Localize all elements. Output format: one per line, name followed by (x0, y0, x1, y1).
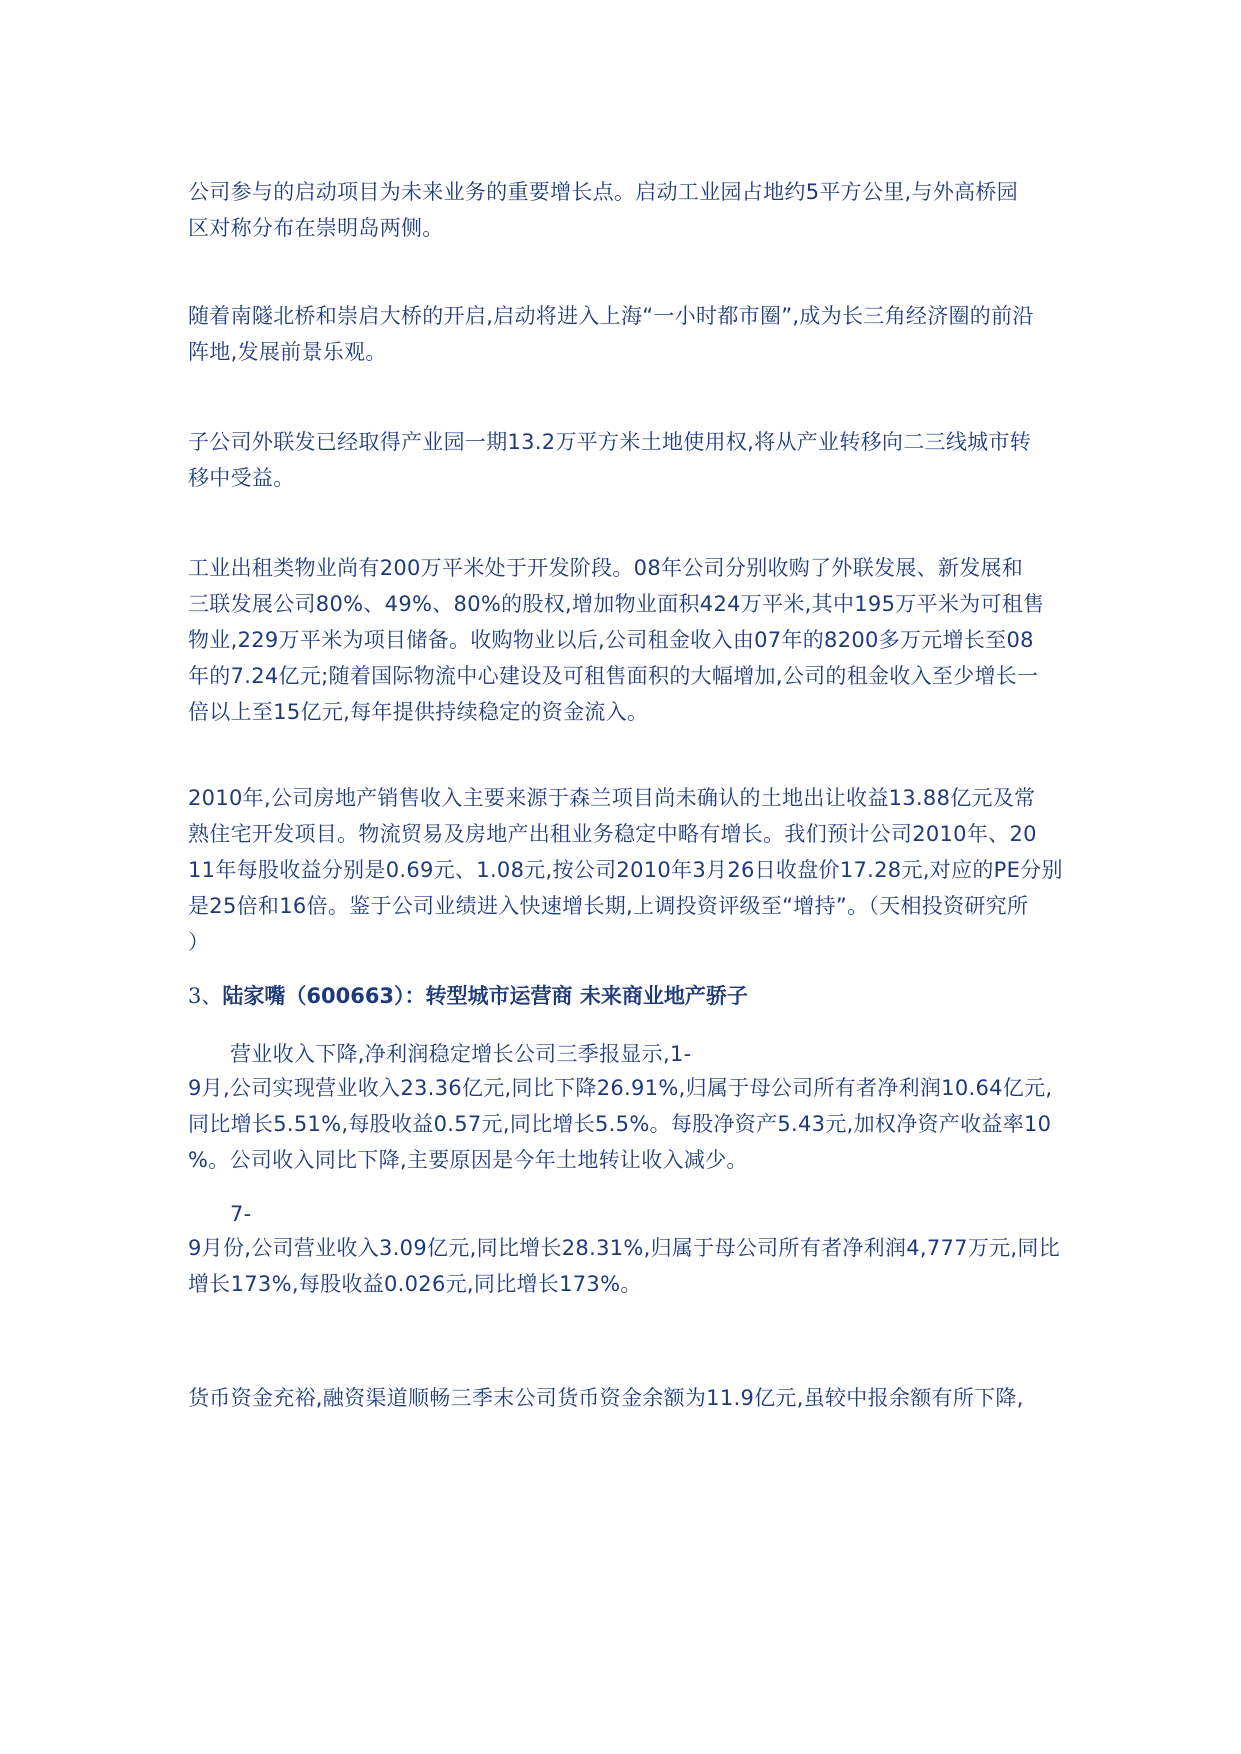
paragraph-subsidiary-land: 子公司外联发已经取得产业园一期13.2万平方米土地使用权,将从产业转移向二三线城市转 移中受益。 (188, 430, 1032, 490)
paragraph-cash-funds: 货币资金充裕,融资渠道顺畅三季末公司货币资金余额为11.9亿元,虽较中报余额有所下降, (188, 1386, 1024, 1410)
section-number: 3、 (188, 984, 223, 1008)
paragraph-industrial-rental: 工业出租类物业尚有200万平米处于开发阶段。08年公司分别收购了外联发展、新发展和 三联发展公司80%、49%、80%的股权,增加物业面积424万平米,其中195万平米为可租售 物业,229万平米为项目储备。收购物业以后,公司租金收入由07年的8200多万元增长至08 年的7.24亿元;随着国际物流中心建设及可租售面积的大幅增加,公司的租金收入至少增长一 倍以上至15亿元,每年提供持续稳定的资金流入。 (188, 556, 1045, 724)
section-title: 陆家嘴（600663）：转型城市运营商 未来商业地产骄子 (222, 984, 748, 1008)
paragraph-q3-first-line: 7- (230, 1202, 252, 1226)
paragraph-2010-forecast: 2010年,公司房地产销售收入主要来源于森兰项目尚未确认的土地出让收益13.88亿元及常 熟住宅开发项目。物流贸易及房地产出租业务稳定中略有增长。我们预计公司2010年、20 11年每股收益分别是0.69元、1.08元,按公司2010年3月26日收盘价17.28元,对应的PE分别 是25倍和16倍。鉴于公司业绩进入快速增长期,上调投资评级至“增持”。（天相投资研究所 ） (188, 786, 1063, 954)
paragraph-q3-results: 9月份,公司营业收入3.09亿元,同比增长28.31%,归属于母公司所有者净利润4,777万元,同比 增长173%,每股收益0.026元,同比增长173%。 (188, 1236, 1061, 1296)
section-heading (188, 978, 1064, 1014)
paragraph-revenue-decline: 9月,公司实现营业收入23.36亿元,同比下降26.91%,归属于母公司所有者净利润10.64亿元, 同比增长5.51%,每股收益0.57元,同比增长5.5%。每股净资产5.43元,加权净资产收益率10 %。公司收入同比下降,主要原因是今年土地转让收入减少。 (188, 1076, 1053, 1172)
paragraph-revenue-first-line: 营业收入下降,净利润稳定增长公司三季报显示,1- (230, 1042, 692, 1066)
paragraph-bridge-tunnel: 随着南隧北桥和崇启大桥的开启,启动将进入上海“一小时都市圈”,成为长三角经济圈的前沿 阵地,发展前景乐观。 (188, 304, 1034, 364)
paragraph-qidong-project: 公司参与的启动项目为未来业务的重要增长点。启动工业园占地约5平方公里,与外高桥园 区对称分布在崇明岛两侧。 (188, 180, 1019, 240)
